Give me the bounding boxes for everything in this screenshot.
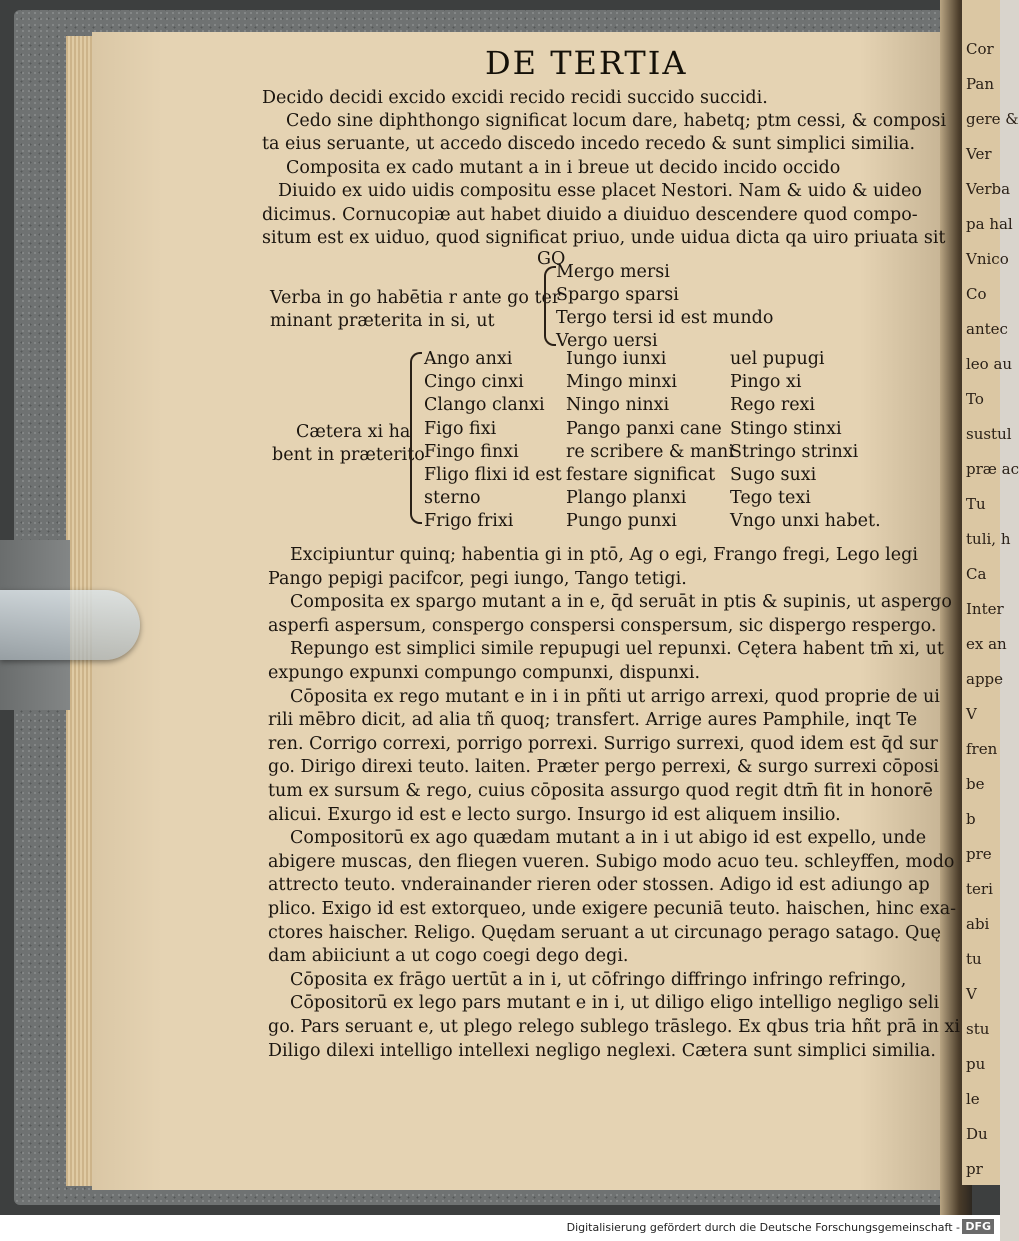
body-line: Excipiuntur quinq; habentia gi in ptō, Ag o egi, Frango fregi, Lego legi	[290, 545, 918, 565]
xi-col2-item: Pango panxi cane	[566, 418, 722, 439]
xi-col1-item: Fligo flixi id est	[424, 465, 562, 485]
xi-col3-item: Stringo strinxi	[730, 441, 859, 462]
go-rule-label: minant præterita in si, ut	[270, 311, 495, 331]
body-line: Composita ex spargo mutant a in e, q̄d seruāt in ptis & supinis, ut aspergo	[290, 592, 952, 613]
facing-page-fragment: ex an	[966, 635, 1007, 653]
xi-col3-item: Vngo unxi habet.	[730, 511, 881, 532]
body-line: Cōposita ex rego mutant e in i in pñti ut arrigo arrexi, quod proprie de ui	[290, 686, 940, 707]
text-line: dicimus. Cornucopiæ aut habet diuido a diuiduo descendere quod compo-	[262, 205, 918, 225]
xi-col1-item: Fingo finxi	[424, 441, 519, 462]
facing-page-fragment: b	[966, 810, 976, 828]
go-brace	[544, 266, 556, 346]
facing-page-fragment: leo au	[966, 355, 1013, 373]
body-line: alicui. Exurgo id est e lecto surgo. Insurgo id est aliquem insilio.	[268, 804, 841, 825]
text-line: situm est ex uiduo, quod significat priuo, unde uidua dicta qa uiro priuata sit	[262, 228, 946, 248]
footer-text: Digitalisierung gefördert durch die Deutsche Forschungsgemeinschaft -	[566, 1221, 960, 1234]
body-line: go. Dirigo direxi teuto. laiten. Præter pergo perrexi, & surgo surrexi cōposi	[268, 757, 939, 778]
facing-page-fragment: le	[966, 1090, 980, 1108]
xi-col2-item: Iungo iunxi	[566, 349, 667, 369]
go-rule-label: Verba in go habētia r ante go ter	[270, 288, 561, 308]
facing-page-fragment: Pan	[966, 75, 995, 93]
body-line: Diligo dilexi intelligo intellexi negligo neglexi. Cætera sunt simplici similia.	[268, 1040, 936, 1061]
xi-col2-item: festare significat	[566, 465, 716, 485]
body-line: dam abiiciunt a ut cogo coegi dego degi.	[268, 946, 629, 967]
facing-page-fragment: antec	[966, 320, 1008, 338]
body-line: Cōpositorū ex lego pars mutant e in i, ut diligo eligo intelligo negligo seli	[290, 993, 940, 1014]
facing-page-fragment: pr	[966, 1160, 983, 1178]
body-line: plico. Exigo id est extorqueo, unde exigere pecuniā teuto. haischen, hinc exa-	[268, 899, 957, 919]
facing-page-fragment: tu	[966, 950, 982, 968]
body-line: Cōposita ex frāgo uertūt a in i, ut cōfringo diffringo infringo refringo,	[290, 969, 907, 990]
xi-col1-item: Ango anxi	[424, 349, 513, 369]
go-list-item: Vergo uersi	[556, 331, 658, 351]
xi-col1-item: sterno	[424, 488, 481, 509]
facing-page-fragment: Ver	[966, 145, 992, 163]
body-line: go. Pars seruant e, ut plego relego sublego trāslego. Ex qbus tria hñt prā in xi	[268, 1017, 960, 1037]
body-line: Repungo est simplici simile repupugi uel repunxi. Cętera habent tm̄ xi, ut	[290, 639, 944, 660]
body-line: expungo expunxi compungo compunxi, dispunxi.	[268, 663, 701, 683]
facing-page-fragment: abi	[966, 915, 990, 933]
body-line: attrecto teuto. vnderainander rieren oder stossen. Adigo id est adiungo ap	[268, 875, 930, 896]
body-line: Pango pepigi pacifcor, pegi iungo, Tango tetigi.	[268, 568, 687, 589]
facing-page-fragment: Ca	[966, 565, 987, 583]
text-line: ta eius seruante, ut accedo discedo incedo recedo & sunt simplici similia.	[262, 134, 916, 154]
xi-col3-item: Rego rexi	[730, 395, 816, 416]
body-line: rili mēbro dicit, ad alia tñ quoq; transfert. Arrige aures Pamphile, inqt Te	[268, 710, 918, 731]
facing-page-fragment: pre	[966, 845, 992, 863]
facing-page-fragment: V	[966, 705, 977, 723]
body-line: asperfi aspersum, conspergo conspersi conspersum, sic dispergo respergo.	[268, 615, 937, 636]
xi-col1-item: Figo fixi	[424, 418, 497, 439]
xi-col2-item: Mingo minxi	[566, 372, 678, 393]
text-line: Cedo sine diphthongo significat locum dare, habetq; ptm cessi, & composi	[286, 111, 947, 131]
body-line: Compositorū ex ago quædam mutant a in i ut abigo id est expello, unde	[290, 828, 927, 849]
xi-brace	[410, 352, 422, 524]
xi-col3-item: Sugo suxi	[730, 465, 817, 485]
facing-page-fragment: teri	[966, 880, 993, 898]
facing-page-fragment: præ ac	[966, 460, 1019, 478]
go-list-item: Tergo tersi id est mundo	[556, 308, 774, 328]
xi-col3-item: Stingo stinxi	[730, 418, 842, 439]
text-line: Decido decidi excido excidi recido recidi succido succidi.	[262, 88, 768, 108]
footer-bar	[0, 1215, 1000, 1241]
xi-col2-item: Ningo ninxi	[566, 395, 670, 416]
xi-col2-item: Plango planxi	[566, 488, 687, 509]
facing-page-fragment: Cor	[966, 40, 994, 58]
xi-col2-item: Pungo punxi	[566, 511, 677, 532]
xi-col1-item: Frigo frixi	[424, 511, 514, 532]
xi-col3-item: Pingo xi	[730, 372, 802, 393]
facing-page-fragment: gere &	[966, 110, 1019, 128]
xi-col2-item: re scribere & mani	[566, 441, 734, 462]
xi-col1-item: Cingo cinxi	[424, 372, 524, 393]
body-line: ctores haischer. Religo. Quędam seruant a ut circunago perago satago. Quę	[268, 922, 942, 943]
facing-page-fragment: pa hal	[966, 215, 1013, 233]
facing-page-fragment: pu	[966, 1055, 986, 1073]
facing-page-fragment: Vnico	[966, 250, 1009, 268]
xi-col3-item: uel pupugi	[730, 349, 825, 369]
xi-rule-label: bent in præterito	[272, 445, 425, 465]
facing-page-fragment: stu	[966, 1020, 990, 1038]
facing-page-fragment: fren	[966, 740, 998, 758]
page-holder-clip	[0, 590, 140, 660]
facing-page-fragment: sustul	[966, 425, 1012, 443]
body-line: abigere muscas, den fliegen vueren. Subigo modo acuo teu. schleyffen, modo	[268, 851, 955, 872]
facing-page-fragment: Du	[966, 1125, 988, 1143]
facing-page-fragment: Verba	[966, 180, 1011, 198]
text-line: Diuido ex uido uidis compositu esse placet Nestori. Nam & uido & uideo	[278, 181, 922, 201]
facing-page-fragment: To	[966, 390, 984, 408]
facing-page-fragment: Tu	[966, 495, 986, 513]
facing-page-fragment: V	[966, 985, 977, 1003]
body-line: ren. Corrigo correxi, porrigo porrexi. Surrigo surrexi, quod idem est q̄d sur	[268, 733, 938, 754]
xi-col1-item: Clango clanxi	[424, 395, 545, 416]
body-line: tum ex sursum & rego, cuius cōposita assurgo quod regit dtm̄ fit in honorē	[268, 781, 933, 801]
facing-page-fragment: tuli, h	[966, 530, 1011, 548]
facing-page-fragment: Inter	[966, 600, 1004, 618]
page-heading: DE TERTIA	[485, 44, 688, 82]
xi-col3-item: Tego texi	[730, 488, 811, 509]
facing-page-edge	[962, 0, 1019, 1185]
facing-page-fragment: appe	[966, 670, 1004, 688]
facing-page-fragment: be	[966, 775, 985, 793]
go-list-item: Spargo sparsi	[556, 285, 679, 305]
facing-page-fragment: Co	[966, 285, 987, 303]
xi-rule-label: Cætera xi ha	[296, 422, 411, 442]
section-heading-go: GO	[537, 249, 566, 269]
dfg-logo: DFG	[962, 1219, 994, 1234]
go-list-item: Mergo mersi	[556, 262, 670, 282]
text-line: Composita ex cado mutant a in i breue ut decido incido occido	[286, 158, 841, 178]
